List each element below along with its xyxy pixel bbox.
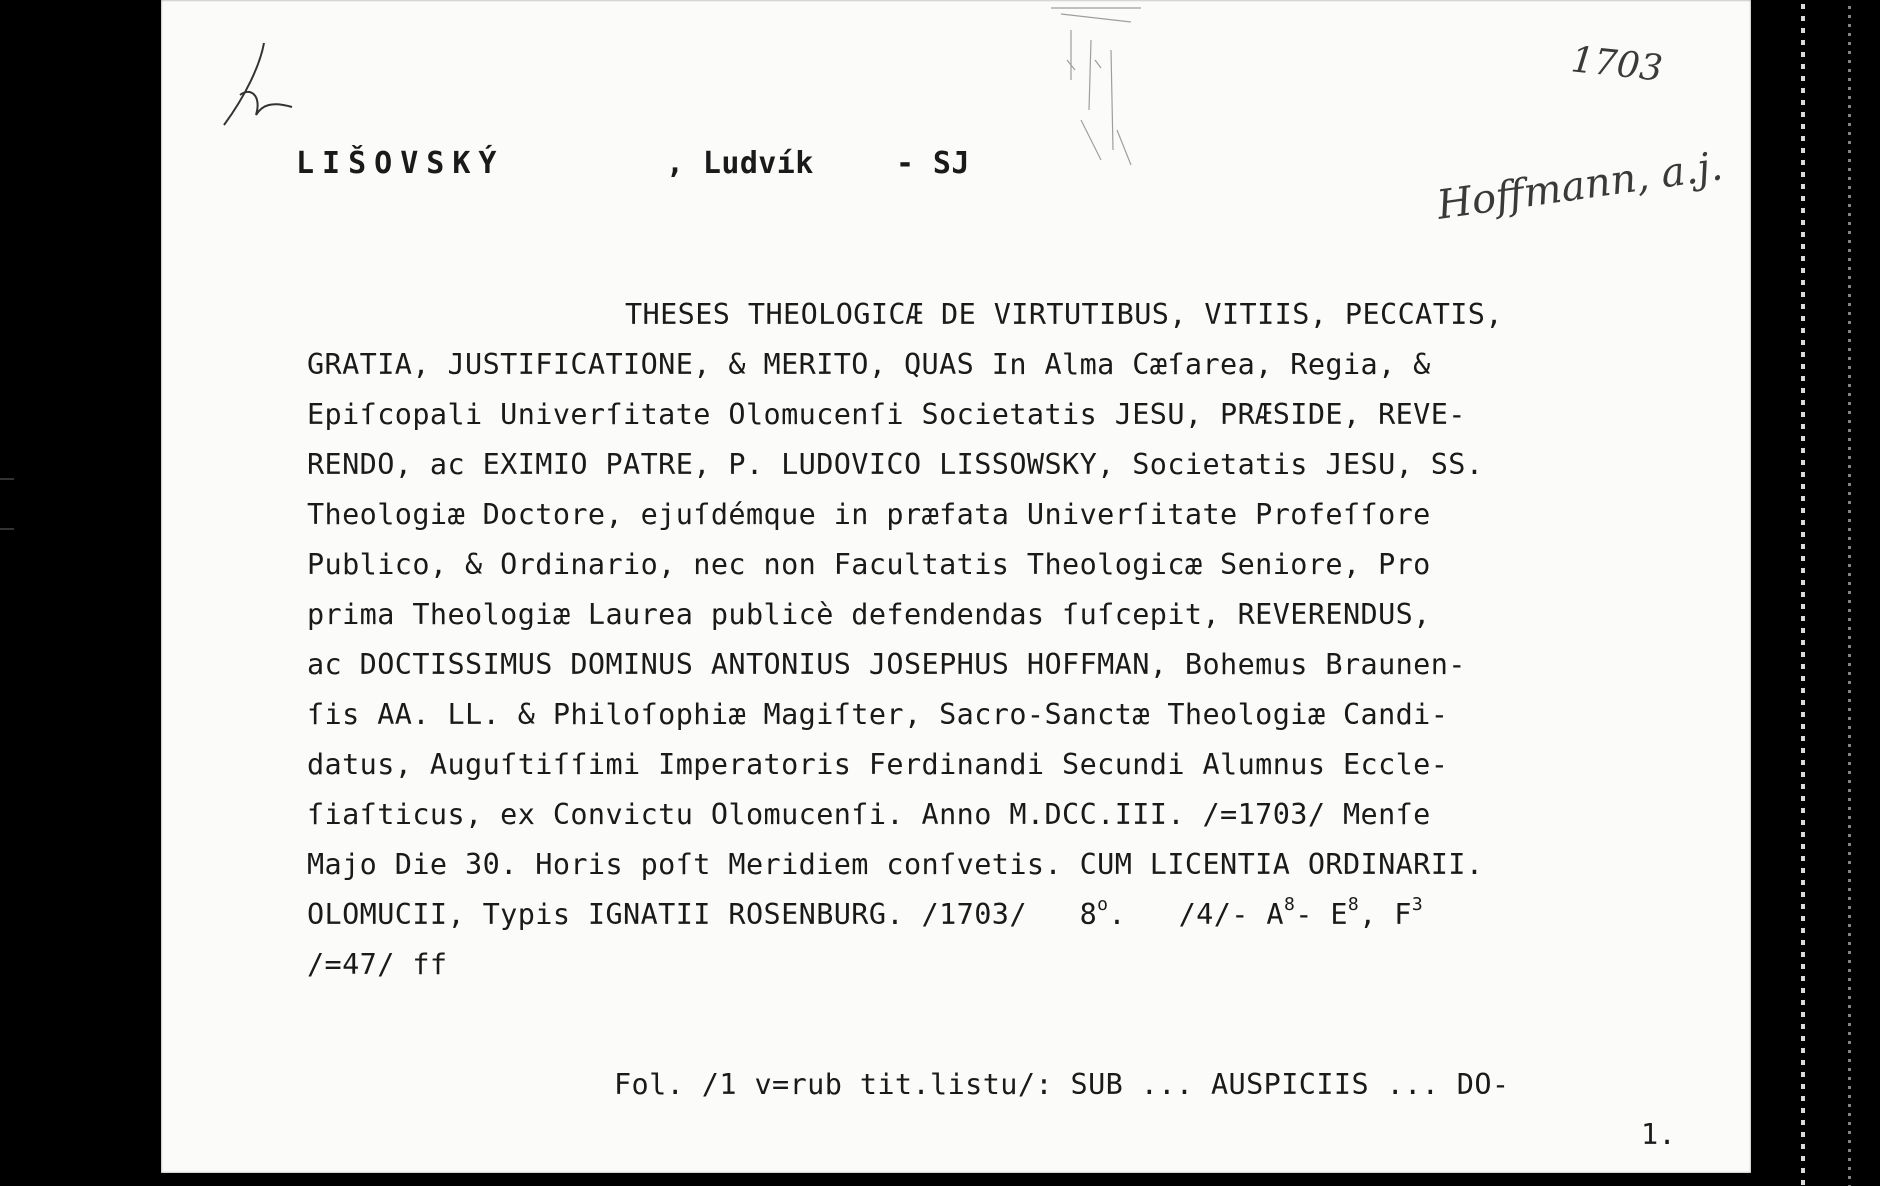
collation-e-sup: 8 [1347, 894, 1360, 915]
handwritten-author-name: Hoffmann, a.j. [1434, 143, 1726, 229]
body-line: RENDO, ac EXIMIO PATRE, P. LUDOVICO LISSOWSKY, Societatis JESU, SS. [307, 448, 1484, 481]
format-degree: o [1097, 894, 1109, 915]
collation-f-sup: 3 [1411, 894, 1424, 915]
handwritten-year: 1703 [1569, 39, 1665, 90]
catalog-card [161, 0, 1751, 1173]
religious-order: - SJ [896, 146, 970, 181]
imprint-text: OLOMUCII, Typis IGNATII ROSENBURG. /1703/ 8 [307, 898, 1098, 931]
collation-a-sup: 8 [1283, 894, 1296, 915]
author-first-name: , Ludvík [666, 146, 814, 181]
body-line: Publico, & Ordinario, nec non Facultatis Theologicæ Seniore, Pro [307, 548, 1431, 581]
scan-edge-mark [0, 478, 14, 480]
body-line: prima Theologiæ Laurea publicè defendendas ſuſcepit, REVERENDUS, [307, 598, 1431, 631]
collation-e: - E [1295, 898, 1348, 931]
folio-note: Fol. /1 v=rub tit.listu/: SUB ... AUSPICIIS ... DO- [614, 1068, 1510, 1101]
imprint-line [307, 894, 1424, 931]
collation-a: . /4/- A [1108, 898, 1284, 931]
scan-edge-perforation [1848, 0, 1851, 1186]
body-line: ſis AA. LL. & Philoſophiæ Magiſter, Sacro-Sanctæ Theologiæ Candi- [307, 698, 1449, 731]
scan-edge-perforation [1801, 0, 1805, 1186]
body-line: THESES THEOLOGICÆ DE VIRTUTIBUS, VITIIS, PECCATIS, [625, 298, 1503, 331]
body-line: Theologiæ Doctore, ejuſdémque in præfata Univerſitate Profeſſore [307, 498, 1431, 531]
body-line: Epiſcopali Univerſitate Olomucenſi Societatis JESU, PRÆSIDE, REVE- [307, 398, 1466, 431]
body-line: Majo Die 30. Horis poſt Meridiem conſvetis. CUM LICENTIA ORDINARII. [307, 848, 1484, 881]
body-line: ſiaſticus, ex Convictu Olomucenſi. Anno M.DCC.III. /=1703/ Menſe [307, 798, 1431, 831]
body-line: GRATIA, JUSTIFICATIONE, & MERITO, QUAS In Alma Cæſarea, Regia, & [307, 348, 1431, 381]
body-line: ac DOCTISSIMUS DOMINUS ANTONIUS JOSEPHUS HOFFMAN, Bohemus Braunen- [307, 648, 1466, 681]
faint-stamp-smudge [1031, 0, 1151, 180]
collation-f: , F [1359, 898, 1412, 931]
scan-edge-mark [0, 528, 14, 530]
author-surname: LIŠOVSKÝ [296, 146, 505, 181]
body-line: datus, Auguſtiſſimi Imperatoris Ferdinandi Secundi Alumnus Eccle- [307, 748, 1449, 781]
handwritten-initial-mark [216, 35, 296, 135]
card-number: 1. [1641, 1118, 1677, 1151]
leaf-count: /=47/ ff [307, 948, 448, 981]
